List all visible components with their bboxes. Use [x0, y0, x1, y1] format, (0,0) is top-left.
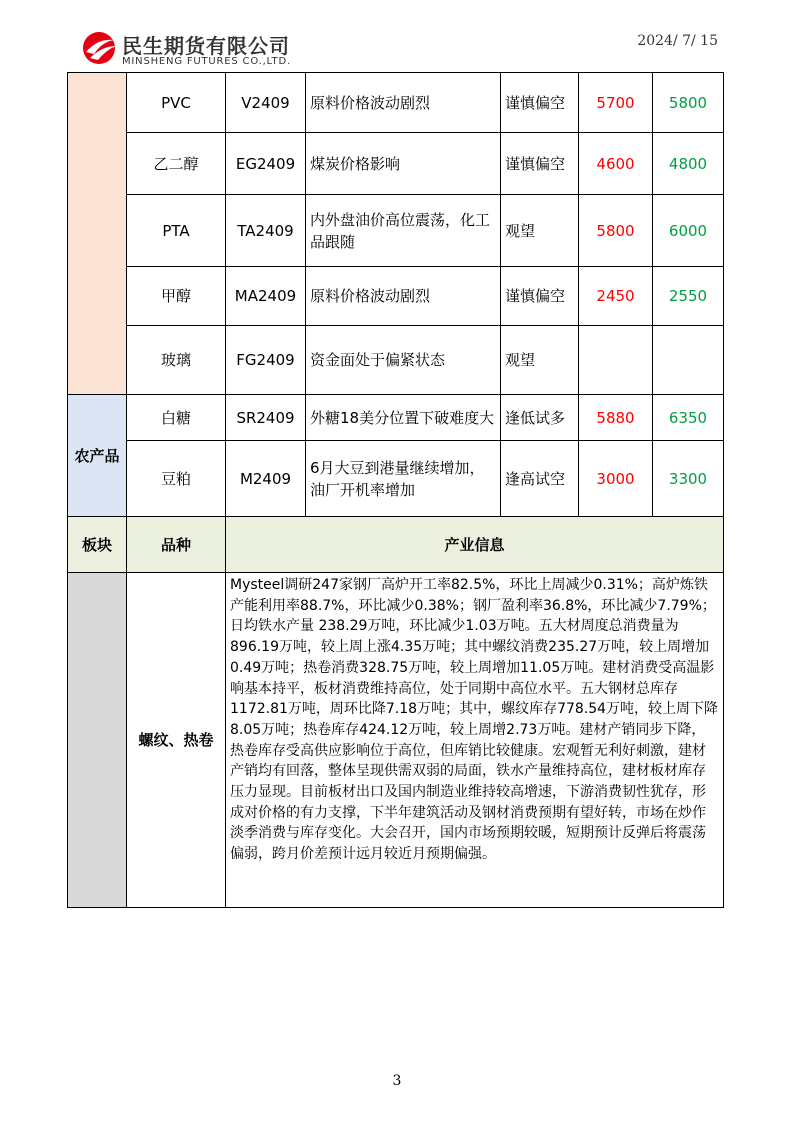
table-row [68, 267, 724, 326]
contract-code-cell: SR2409 [226, 395, 306, 441]
view-cell: 谨慎偏空 [501, 133, 579, 195]
info-header-row [68, 517, 724, 573]
logic-cell: 原料价格波动剧烈 [306, 267, 501, 326]
variety-cell: PTA [127, 195, 226, 267]
logic-cell: 外糖18美分位置下破难度大 [306, 395, 501, 441]
variety-cell: 玻璃 [127, 326, 226, 395]
view-cell: 逢低试多 [501, 395, 579, 441]
logic-cell: 原料价格波动剧烈 [306, 73, 501, 133]
support-cell [579, 326, 653, 395]
steel-sector-cell [68, 573, 127, 908]
logic-cell: 煤炭价格影响 [306, 133, 501, 195]
support-cell: 4600 [579, 133, 653, 195]
sector-header: 板块 [68, 517, 127, 573]
view-cell: 逢高试空 [501, 441, 579, 517]
table-row [68, 195, 724, 267]
resistance-cell: 6000 [653, 195, 724, 267]
strategy-table [67, 72, 724, 908]
resistance-cell: 3300 [653, 441, 724, 517]
steel-info-row [68, 573, 724, 908]
table-row [68, 73, 724, 133]
resistance-cell: 2550 [653, 267, 724, 326]
contract-code-cell: V2409 [226, 73, 306, 133]
resistance-cell: 5800 [653, 73, 724, 133]
contract-code-cell: M2409 [226, 441, 306, 517]
variety-header: 品种 [127, 517, 226, 573]
table-row [68, 326, 724, 395]
steel-variety-label: 螺纹、热卷 [127, 573, 226, 908]
contract-code-cell: EG2409 [226, 133, 306, 195]
industry-info-header: 产业信息 [226, 517, 724, 573]
support-cell: 2450 [579, 267, 653, 326]
page-number: 3 [392, 1073, 402, 1089]
support-cell: 5800 [579, 195, 653, 267]
logic-cell: 内外盘油价高位震荡，化工品跟随 [306, 195, 501, 267]
company-logo [80, 28, 320, 74]
contract-code-cell: TA2409 [226, 195, 306, 267]
logic-cell: 资金面处于偏紧状态 [306, 326, 501, 395]
table-row [68, 395, 724, 441]
resistance-cell: 6350 [653, 395, 724, 441]
company-name-en: MINSHENG FUTURES CO.,LTD. [122, 56, 291, 67]
table-row [68, 441, 724, 517]
support-cell: 3000 [579, 441, 653, 517]
resistance-cell [653, 326, 724, 395]
contract-code-cell: MA2409 [226, 267, 306, 326]
variety-cell: PVC [127, 73, 226, 133]
minsheng-logo-icon [80, 28, 118, 66]
view-cell: 谨慎偏空 [501, 267, 579, 326]
report-date: 2024/ 7/ 15 [637, 33, 718, 49]
resistance-cell: 4800 [653, 133, 724, 195]
agri-sector-cell: 农产品 [68, 395, 127, 517]
view-cell: 谨慎偏空 [501, 73, 579, 133]
variety-cell: 甲醇 [127, 267, 226, 326]
support-cell: 5880 [579, 395, 653, 441]
support-cell: 5700 [579, 73, 653, 133]
steel-info-text: Mysteel调研247家钢厂高炉开工率82.5%，环比上周减少0.31%；高炉炼铁产能利用率88.7%，环比减少0.38%；钢厂盈利率36.8%，环比减少7.79%；日均铁水产量 238.29万吨，环比减少1.03万吨。五大材周度总消费量为896.19万吨，较上周上涨4.35万吨；其中螺纹消费235.27万吨，较上周增加0.49万吨；热卷消费328.75万吨，较上周增加11.05万吨。建材消费受高温影响基本持平，板材消费维持高位，处于同期中高位水平。五大钢材总库存1172.81万吨，周环比降7.18万吨；其中，螺纹库存778.54万吨，较上周下降8.05万吨；热卷库存424.12万吨，较上周增2.73万吨。建材产销同步下降，热卷库存受高供应影响位于高位，但库销比较健康。宏观暂无利好刺激，建材产销均有回落，整体呈现供需双弱的局面，铁水产量维持高位，建材板材库存压力显现。目前板材出口及国内制造业维持较高增速，下游消费韧性犹存，形成对价格的有力支撑，下半年建筑活动及钢材消费预期有望好转，市场在炒作淡季消费与库存变化。大会召开，国内市场预期较暖，短期预计反弹后将震荡偏弱，跨月价差预计远月较近月预期偏强。 [226, 573, 724, 908]
contract-code-cell: FG2409 [226, 326, 306, 395]
variety-cell: 豆粕 [127, 441, 226, 517]
table-row [68, 133, 724, 195]
chem-sector-cell [68, 73, 127, 395]
view-cell: 观望 [501, 195, 579, 267]
company-name-cn: 民生期货有限公司 [122, 34, 290, 58]
variety-cell: 白糖 [127, 395, 226, 441]
view-cell: 观望 [501, 326, 579, 395]
variety-cell: 乙二醇 [127, 133, 226, 195]
logic-cell: 6月大豆到港量继续增加，油厂开机率增加 [306, 441, 501, 517]
